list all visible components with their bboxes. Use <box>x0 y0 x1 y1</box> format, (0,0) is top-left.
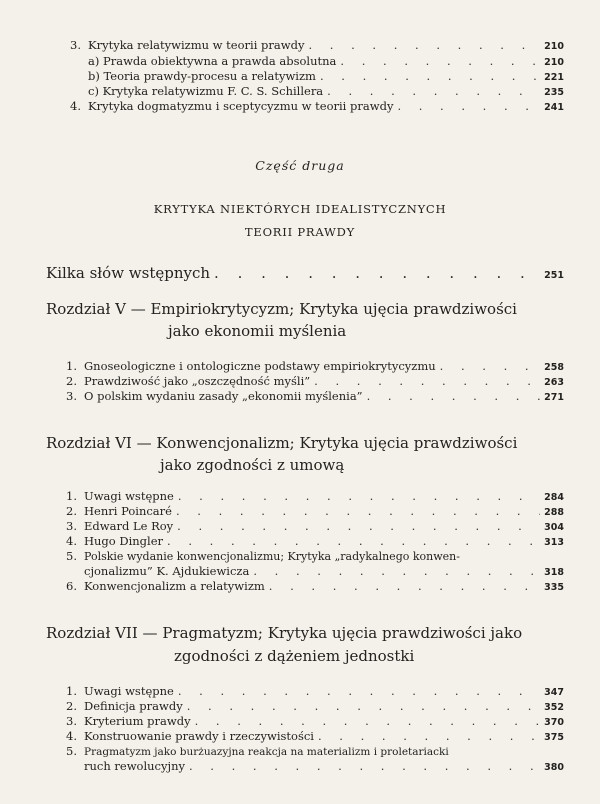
entry-page: 288 <box>544 507 564 518</box>
dot-leader <box>253 564 540 578</box>
entry-number: 1. <box>66 684 77 698</box>
entry-page: 258 <box>544 362 564 373</box>
part-heading: Część druga <box>255 158 345 173</box>
entry-label: Kryterium prawdy <box>84 714 191 728</box>
entry-page: 313 <box>544 537 564 548</box>
entry-number: 6. <box>66 579 77 593</box>
entry-page: 210 <box>544 57 564 68</box>
entry-label: Definicja prawdy <box>84 699 183 713</box>
entry-label: Hugo Dingler <box>84 534 164 548</box>
chapter-subtitle: zgodności z dążeniem jednostki <box>174 647 415 665</box>
dot-leader <box>440 359 541 373</box>
entry-number: 5. <box>66 549 77 563</box>
entry-label: Prawdziwość jako „oszczędność myśli” <box>84 374 311 388</box>
dot-leader <box>214 264 540 282</box>
entry-label: Uwagi wstępne <box>84 684 174 698</box>
toc-entry <box>66 744 564 758</box>
dot-leader <box>178 489 540 503</box>
entry-label: Krytyka dogmatyzmu i sceptycyzmu w teorii prawdy <box>88 99 394 113</box>
entry-page: 318 <box>544 567 564 578</box>
toc-entry <box>66 374 564 388</box>
entry-page: 370 <box>544 717 564 728</box>
toc-entry <box>70 38 564 52</box>
entry-label: Henri Poincaré <box>84 504 172 518</box>
entry-number: 5. <box>66 744 77 758</box>
entry-number: 3. <box>66 714 77 728</box>
entry-page: 241 <box>544 102 564 113</box>
entry-label: Pragmatyzm jako burżuazyjna reakcja na materializm i proletariacki <box>84 746 449 758</box>
entry-page: 271 <box>544 392 564 403</box>
entry-number: 2. <box>66 699 77 713</box>
entry-number: 3. <box>66 389 77 403</box>
dot-leader <box>167 534 540 548</box>
toc-entry <box>88 54 564 68</box>
dot-leader <box>178 684 540 698</box>
toc-entry <box>88 69 564 83</box>
chapter-title: Rozdział VI — Konwencjonalizm; Krytyka ujęcia prawdziwości <box>46 434 518 452</box>
toc-entry <box>66 684 564 698</box>
entry-label: Edward Le Roy <box>84 519 174 533</box>
entry-label: Polskie wydanie konwencjonalizmu; Krytyka „radykalnego konwen- <box>84 550 460 563</box>
entry-label: O polskim wydaniu zasady „ekonomii myślenia” <box>84 389 363 403</box>
toc-entry <box>66 389 564 403</box>
entry-number: 2. <box>66 504 77 518</box>
toc-entry <box>84 564 564 578</box>
entry-page: 284 <box>544 492 564 503</box>
dot-leader <box>318 729 540 743</box>
entry-label: cjonalizmu” K. Ajdukiewicza <box>84 564 250 578</box>
dot-leader <box>187 699 540 713</box>
entry-number: 1. <box>66 359 77 373</box>
dot-leader <box>397 99 540 113</box>
dot-leader <box>367 389 541 403</box>
toc-entry <box>66 549 564 563</box>
entry-number: 4. <box>70 99 81 113</box>
entry-page: 263 <box>544 377 564 388</box>
entry-label: Kilka słów wstępnych <box>46 264 211 282</box>
toc-entry <box>88 84 564 98</box>
dot-leader <box>177 519 540 533</box>
entry-number: 1. <box>66 489 77 503</box>
entry-page: 335 <box>544 582 564 593</box>
entry-page: 235 <box>544 87 564 98</box>
toc-entry <box>66 579 564 593</box>
chapter-subtitle: jako zgodności z umową <box>160 456 345 474</box>
entry-label: Konwencjonalizm a relatywizm <box>84 579 265 593</box>
chapter-title: Rozdział V — Empiriokrytycyzm; Krytyka ujęcia prawdziwości <box>46 300 517 318</box>
entry-page: 380 <box>544 762 564 773</box>
entry-page: 251 <box>544 270 564 281</box>
dot-leader <box>195 714 541 728</box>
dot-leader <box>340 54 540 68</box>
entry-label: b) Teoria prawdy-procesu a relatywizm <box>88 69 316 83</box>
entry-page: 352 <box>544 702 564 713</box>
toc-entry-intro <box>46 264 564 282</box>
entry-label: Uwagi wstępne <box>84 489 174 503</box>
chapter-subtitle: jako ekonomii myślenia <box>168 322 347 340</box>
entry-label: c) Krytyka relatywizmu F. C. S. Schillera <box>88 84 324 98</box>
dot-leader <box>314 374 540 388</box>
entry-page: 304 <box>544 522 564 533</box>
entry-page: 221 <box>544 72 564 83</box>
toc-entry <box>66 489 564 503</box>
toc-entry <box>66 359 564 373</box>
toc-entry <box>66 714 564 728</box>
entry-number: 3. <box>66 519 77 533</box>
dot-leader <box>176 504 540 518</box>
dot-leader <box>308 38 540 52</box>
entry-label: Konstruowanie prawdy i rzeczywistości <box>84 729 314 743</box>
entry-page: 210 <box>544 41 564 52</box>
entry-label: ruch rewolucyjny <box>84 759 185 773</box>
toc-entry <box>66 699 564 713</box>
dot-leader <box>189 759 540 773</box>
toc-entry <box>84 759 564 773</box>
toc-entry <box>66 504 564 518</box>
entry-number: 4. <box>66 534 77 548</box>
part-title-line2: TEORII PRAWDY <box>244 225 356 239</box>
dot-leader <box>320 69 540 83</box>
entry-label: a) Prawda obiektywna a prawda absolutna <box>88 54 337 68</box>
dot-leader <box>327 84 540 98</box>
toc-entry <box>66 519 564 533</box>
entry-page: 375 <box>544 732 564 743</box>
entry-label: Gnoseologiczne i ontologiczne podstawy empiriokrytycyzmu <box>84 359 436 373</box>
chapter-title: Rozdział VII — Pragmatyzm; Krytyka ujęcia prawdziwości jako <box>46 624 523 642</box>
toc-entry <box>66 534 564 548</box>
toc-entry <box>66 729 564 743</box>
entry-number: 4. <box>66 729 77 743</box>
entry-page: 347 <box>544 687 564 698</box>
part-title-line1: KRYTYKA NIEKTÓRYCH IDEALISTYCZNYCH <box>153 202 447 216</box>
dot-leader <box>269 579 540 593</box>
toc-entry <box>70 99 564 113</box>
entry-number: 3. <box>70 38 81 52</box>
entry-number: 2. <box>66 374 77 388</box>
entry-label: Krytyka relatywizmu w teorii prawdy <box>88 38 305 52</box>
